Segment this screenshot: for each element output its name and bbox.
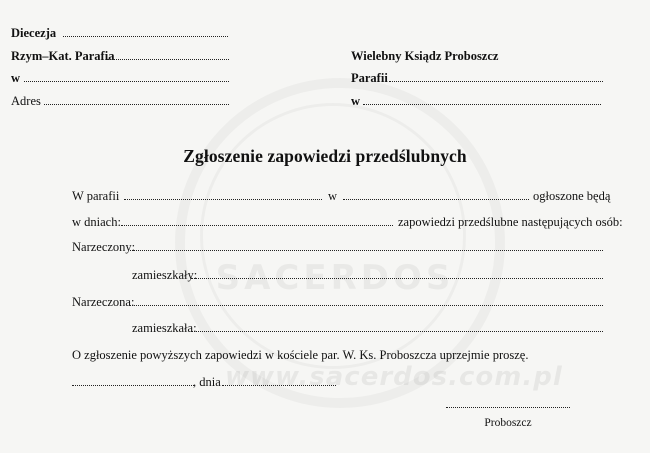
narzeczona-label: Narzeczona: [72, 295, 135, 309]
narzeczony-label: Narzeczony: [72, 240, 136, 254]
zamieszkaly-label: zamieszkały: [132, 268, 198, 282]
watermark-inner-ring [200, 103, 466, 369]
page-title: Zgłoszenie zapowiedzi przedślubnych [183, 146, 467, 166]
place-field[interactable] [72, 385, 194, 386]
header-right-w-field[interactable] [363, 104, 601, 105]
diecezja-field[interactable] [63, 36, 228, 37]
form-w-field[interactable] [343, 199, 529, 200]
parafii-label: Parafii [351, 71, 388, 85]
diecezja-label: Diecezja [11, 26, 57, 40]
parafii-field[interactable] [389, 81, 603, 82]
watermark-url: www.sacerdos.com.pl [225, 362, 563, 392]
parafia-label: Rzym–Kat. Parafia [11, 49, 115, 63]
request-sentence: O zgłoszenie powyższych zapowiedzi w kościele par. W. Ks. Proboszcza uprzejmie proszę. [72, 348, 529, 362]
zamieszkala-field[interactable] [191, 331, 603, 332]
signature-field[interactable] [446, 407, 570, 408]
header-left-w-field[interactable] [24, 81, 229, 82]
dnia-label: , dnia [193, 375, 221, 389]
w-dniach-label: w dniach: [72, 215, 121, 229]
header-right-w-label: w [351, 94, 361, 108]
ogloszone-label: ogłoszone będą [533, 189, 611, 203]
parafia-field[interactable] [107, 59, 229, 60]
adres-label: Adres [11, 94, 41, 108]
zamieszkaly-field[interactable] [191, 278, 603, 279]
w-parafii-label: W parafii [72, 189, 120, 203]
proboszcz-label: Proboszcz [484, 417, 532, 429]
date-field[interactable] [222, 385, 336, 386]
w-dniach-field[interactable] [121, 225, 393, 226]
form-w-label: w [328, 189, 338, 203]
narzeczona-field[interactable] [130, 305, 603, 306]
watermark-word: SACERDOS [215, 258, 455, 298]
zapowiedzi-label: zapowiedzi przedślubne następujących osób: [398, 215, 623, 229]
adres-field[interactable] [44, 104, 229, 105]
narzeczony-field[interactable] [130, 250, 603, 251]
addressee-label: Wielebny Ksiądz Proboszcz [351, 49, 499, 63]
header-left-w-label: w [11, 71, 21, 85]
zamieszkala-label: zamieszkała: [132, 321, 197, 335]
w-parafii-field[interactable] [124, 199, 322, 200]
